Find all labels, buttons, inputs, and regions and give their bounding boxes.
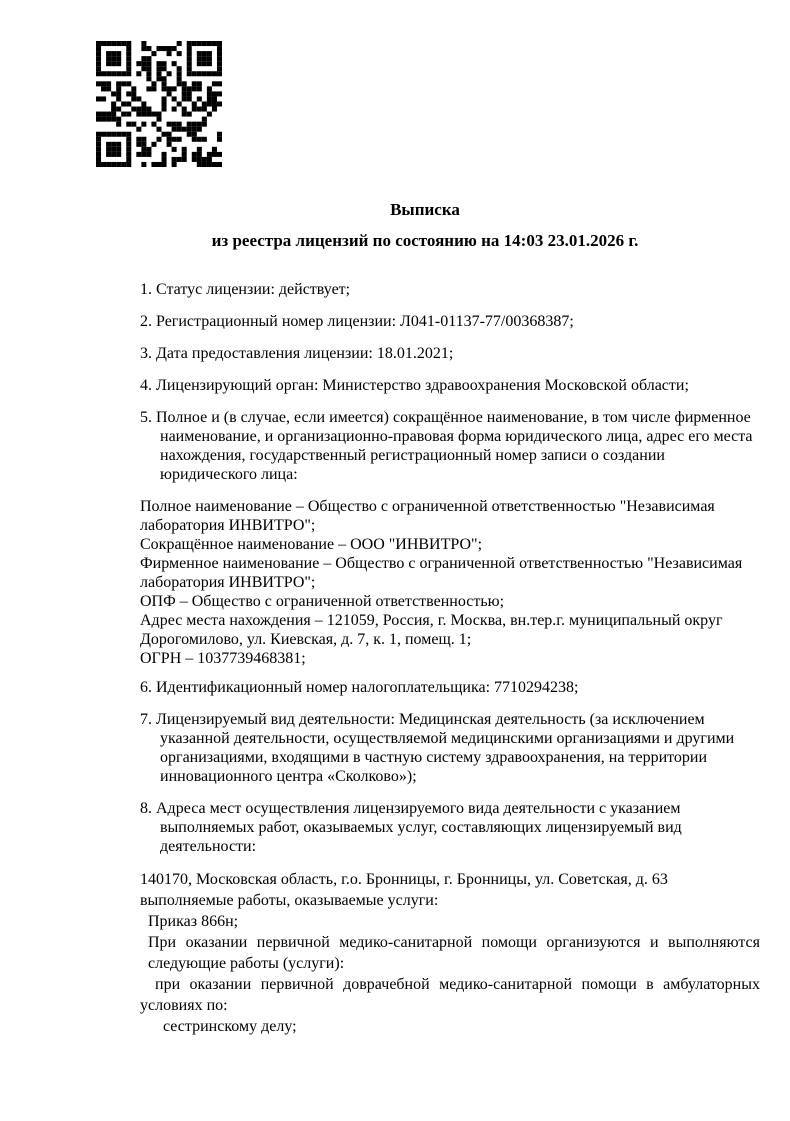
item-grant-date: 3. Дата предоставления лицензии: 18.01.2021; [140, 345, 454, 362]
item-licensing-authority: 4. Лицензирующий орган: Министерство здравоохранения Московской области; [140, 377, 689, 394]
org-ogrn: ОГРН – 1037739468381; [140, 650, 306, 667]
activity-address: 140170, Московская область, г.о. Бронницы, г. Бронницы, ул. Советская, д. 63 [140, 871, 668, 888]
works-services-label: выполняемые работы, оказываемые услуги: [140, 892, 439, 909]
order-reference: Приказ 866н; [148, 913, 239, 930]
document-header [115, 200, 735, 251]
numbered-items [140, 280, 760, 1037]
document-title: Выписка [390, 200, 460, 219]
organization-details [140, 497, 760, 668]
item-licensed-activity: 7. Лицензируемый вид деятельности: Медицинская деятельность (за исключением указанной деятельности, осуществляемой медицинскими организациями и другими организациями, входящими в частную систему здравоохранения, на территории инновационного центра «Сколково»); [140, 711, 735, 785]
item-registration-number: 2. Регистрационный номер лицензии: Л041-01137-77/00368387; [140, 313, 574, 330]
item-license-status: 1. Статус лицензии: действует; [140, 281, 351, 298]
item-taxpayer-number: 6. Идентификационный номер налогоплательщика: 7710294238; [140, 679, 579, 696]
item-activity-addresses-heading: 8. Адреса мест осуществления лицензируемого вида деятельности с указанием выполняемых работ, оказываемых услуг, составляющих лицензируемый вид деятельности: [140, 800, 682, 855]
document-subtitle: из реестра лицензий по состоянию на 14:03 23.01.2026 г. [211, 231, 639, 250]
org-address: Адрес места нахождения – 121059, Россия, г. Москва, вн.тер.г. муниципальный округ Дорогомилово, ул. Киевская, д. 7, к. 1, помещ. 1; [140, 612, 723, 648]
qr-code [96, 41, 222, 167]
org-brand-name: Фирменное наименование – Общество с ограниченной ответственностью "Независимая лаборатория ИНВИТРО"; [140, 555, 743, 591]
item-org-names-heading: 5. Полное и (в случае, если имеется) сокращённое наименование, в том числе фирменное наименование, и организационно-правовая форма юридического лица, адрес его места нахождения, государственный регистрационный номер записи о создании юридического лица: [140, 409, 753, 483]
primary-care-paragraph: При оказании первичной медико-санитарной помощи организуются и выполняются следующие работы (услуги): [148, 934, 760, 972]
org-short-name: Сокращённое наименование – ООО "ИНВИТРО"; [140, 536, 483, 553]
org-legal-form: ОПФ – Общество с ограниченной ответственностью; [140, 593, 505, 610]
pre-medical-care-paragraph: при оказании первичной доврачебной медико-санитарной помощи в амбулаторных условиях по: [140, 976, 760, 1014]
activity-details [140, 869, 760, 1037]
org-full-name: Полное наименование – Общество с ограниченной ответственностью "Независимая лаборатория ИНВИТРО"; [140, 498, 715, 534]
document-content [140, 200, 760, 1037]
work-item-nursing: сестринскому делу; [163, 1018, 297, 1035]
